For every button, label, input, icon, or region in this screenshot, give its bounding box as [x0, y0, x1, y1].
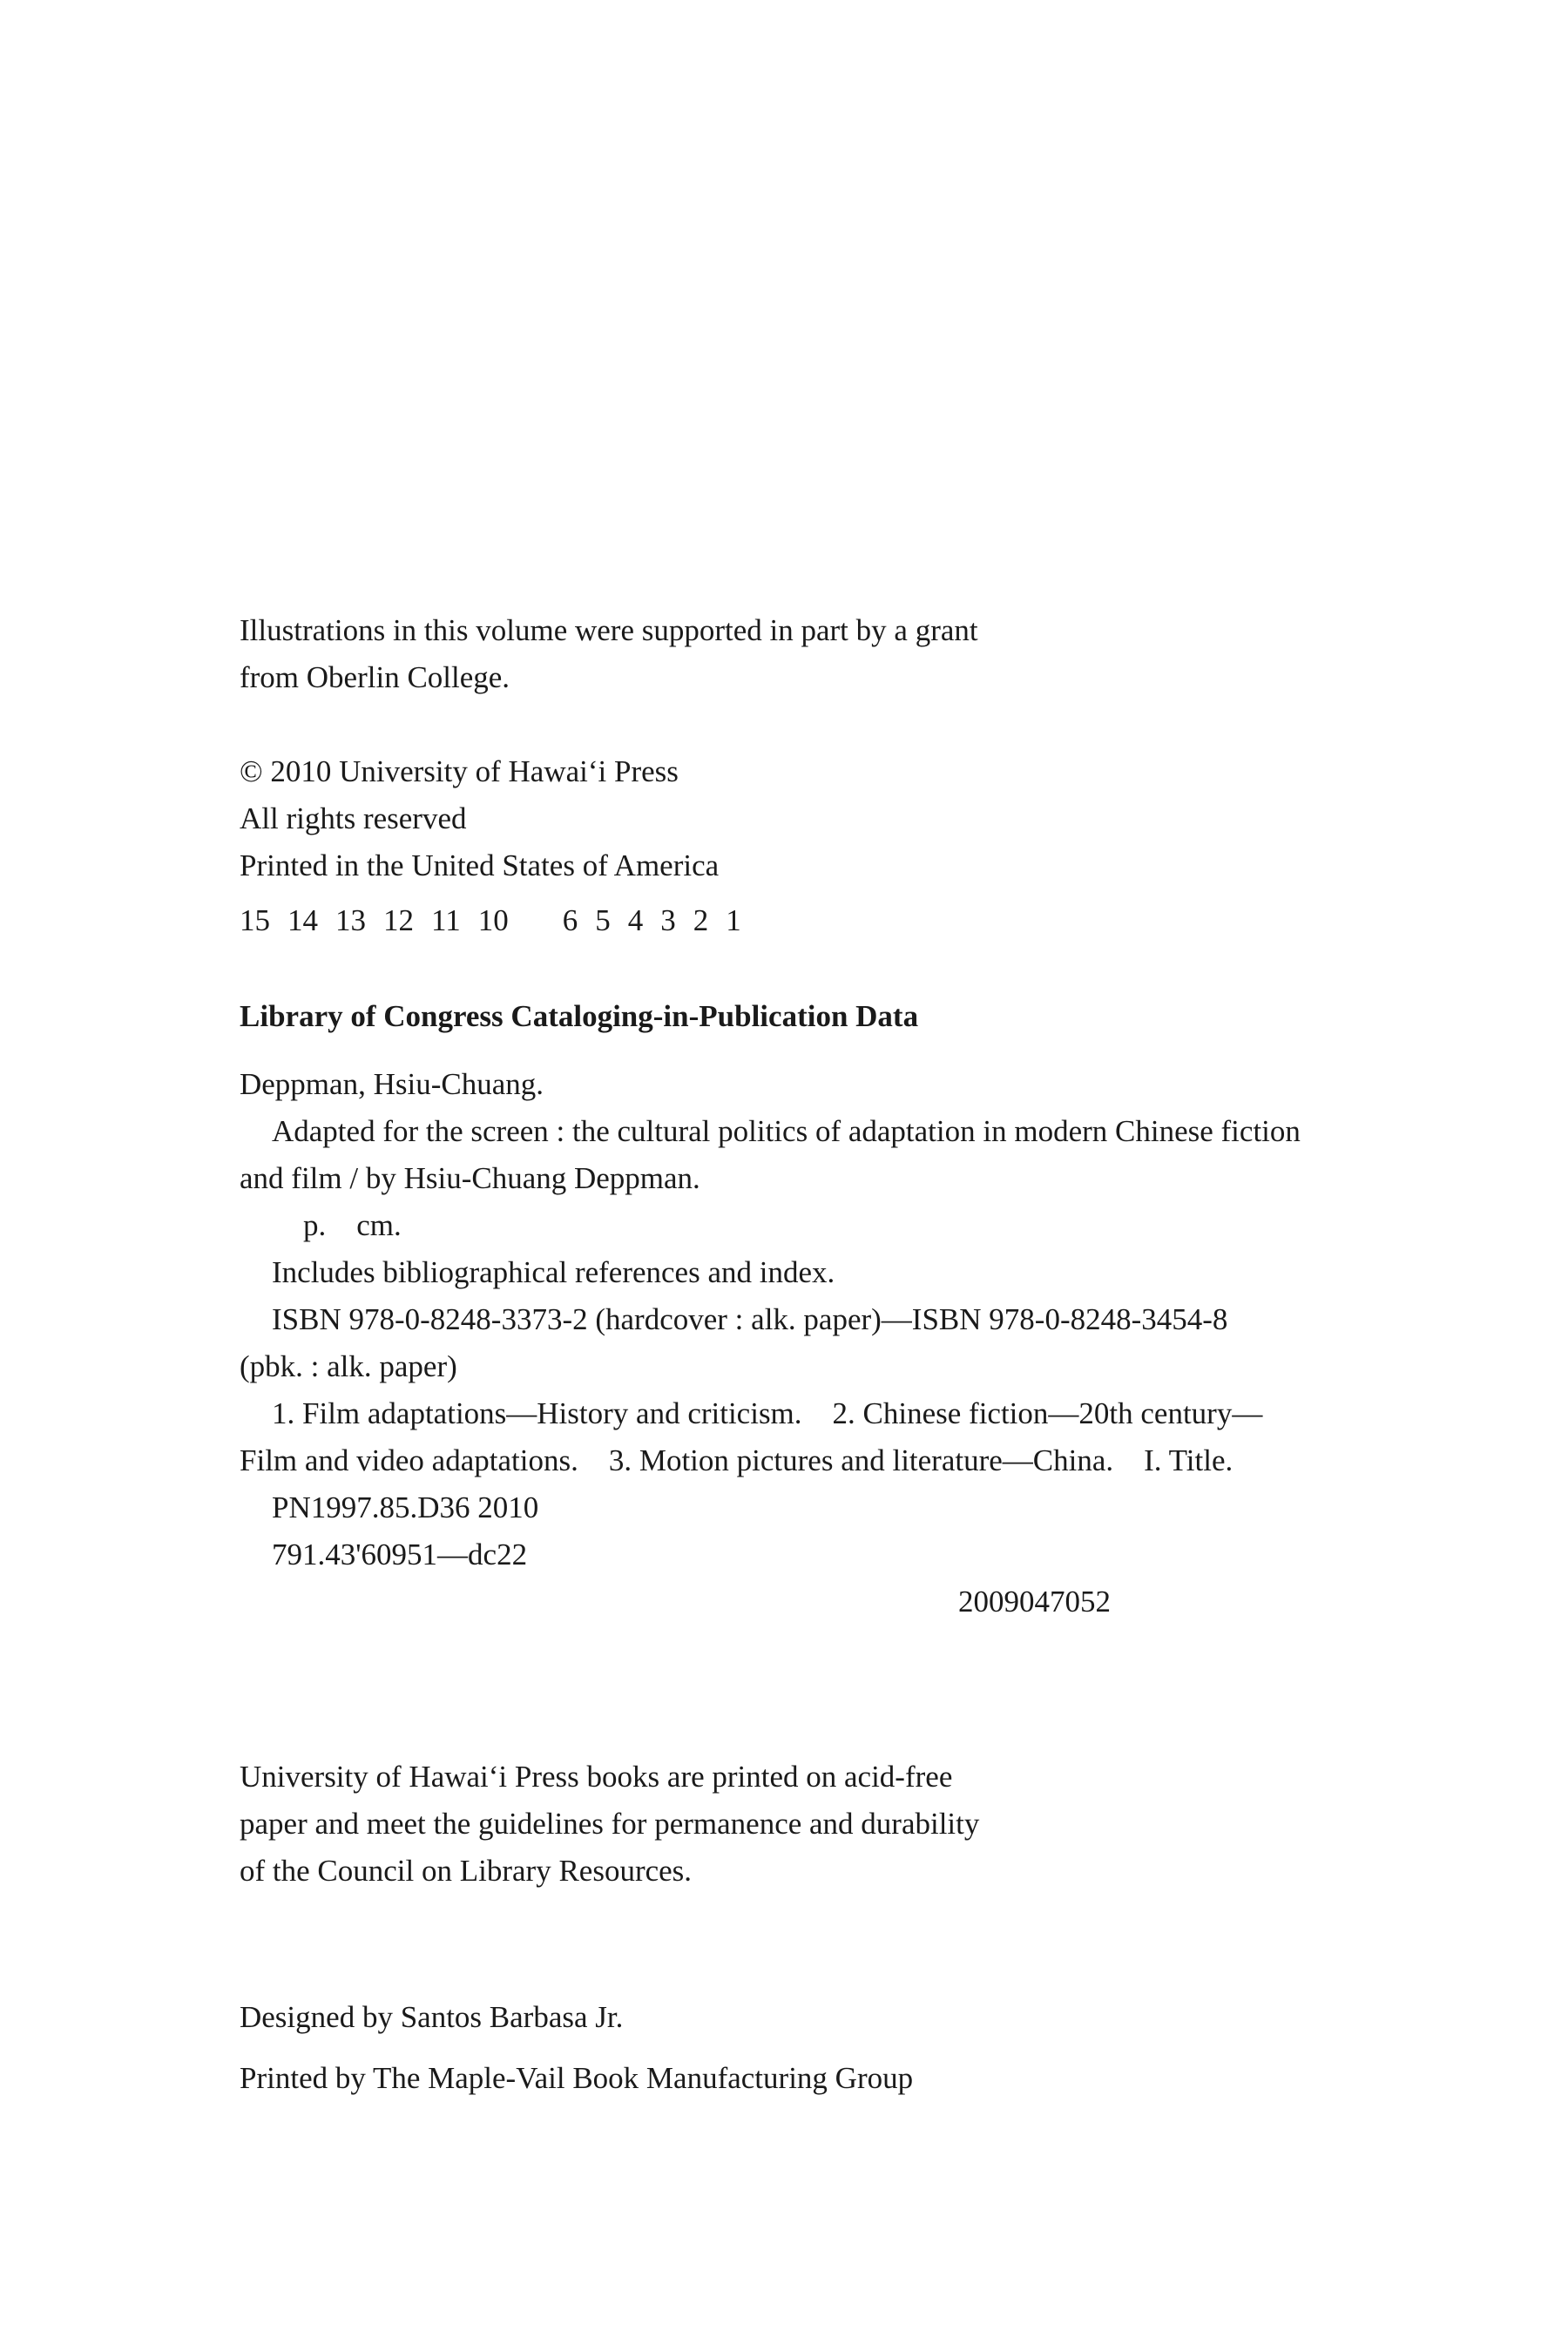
printing-impression: 4 — [627, 903, 644, 937]
printing-impression: 1 — [726, 903, 741, 937]
printing-line — [240, 897, 1442, 944]
cip-author: Deppman, Hsiu-Chuang. — [240, 1067, 544, 1101]
printing-year: 14 — [287, 903, 318, 937]
cip-pagination: p. cm. — [303, 1208, 402, 1242]
cip-subjects-line: Film and video adaptations. 3. Motion pictures and literature—China. I. Title. — [240, 1443, 1233, 1477]
paper-note-line: of the Council on Library Resources. — [240, 1854, 693, 1888]
printing-year: 11 — [431, 903, 461, 937]
printing-year: 15 — [240, 903, 270, 937]
cip-title-line: Adapted for the screen : the cultural politics of adaptation in modern Chinese fiction — [272, 1114, 1301, 1148]
cip-record — [240, 1061, 1442, 1625]
cip-isbn-line: (pbk. : alk. paper) — [240, 1349, 457, 1383]
printed-in-line: Printed in the United States of America — [240, 848, 720, 882]
paper-note-line: paper and meet the guidelines for permanence and durability — [240, 1807, 980, 1841]
grant-note-line: from Oberlin College. — [240, 660, 510, 694]
designer-credit: Designed by Santos Barbasa Jr. — [240, 2000, 624, 2034]
printing-impression: 6 — [562, 903, 578, 937]
printing-year: 13 — [335, 903, 366, 937]
copyright-line: © 2010 University of Hawai‘i Press — [240, 754, 679, 788]
rights-line: All rights reserved — [240, 801, 467, 835]
printer-credit: Printed by The Maple-Vail Book Manufacturing Group — [240, 2061, 914, 2095]
cip-notes: Includes bibliographical references and index. — [272, 1255, 835, 1289]
grant-note-line: Illustrations in this volume were supported in part by a grant — [240, 613, 978, 647]
paper-note — [240, 1754, 1442, 1895]
cip-lc-class: PN1997.85.D36 2010 — [272, 1490, 539, 1524]
printing-impression: 2 — [693, 903, 709, 937]
cip-heading — [240, 993, 1442, 1040]
grant-note — [240, 607, 1442, 701]
cip-heading-text: Library of Congress Cataloging-in-Publication Data — [240, 999, 919, 1033]
printing-impression: 3 — [660, 903, 676, 937]
cip-dewey: 791.43'60951—dc22 — [272, 1538, 528, 1571]
printing-impression: 5 — [595, 903, 611, 937]
printing-year: 10 — [477, 903, 509, 937]
cip-title-line: and film / by Hsiu-Chuang Deppman. — [240, 1161, 700, 1195]
printing-year: 12 — [383, 903, 414, 937]
cip-lccn: 2009047052 — [958, 1585, 1111, 1619]
credits — [240, 1994, 1442, 2102]
copyright-notice — [240, 748, 1442, 889]
cip-subjects-line: 1. Film adaptations—History and criticism. 2. Chinese fiction—20th century— — [272, 1396, 1263, 1430]
cip-isbn-line: ISBN 978-0-8248-3373-2 (hardcover : alk. paper)—ISBN 978-0-8248-3454-8 — [272, 1302, 1228, 1336]
paper-note-line: University of Hawai‘i Press books are printed on acid-free — [240, 1760, 953, 1794]
